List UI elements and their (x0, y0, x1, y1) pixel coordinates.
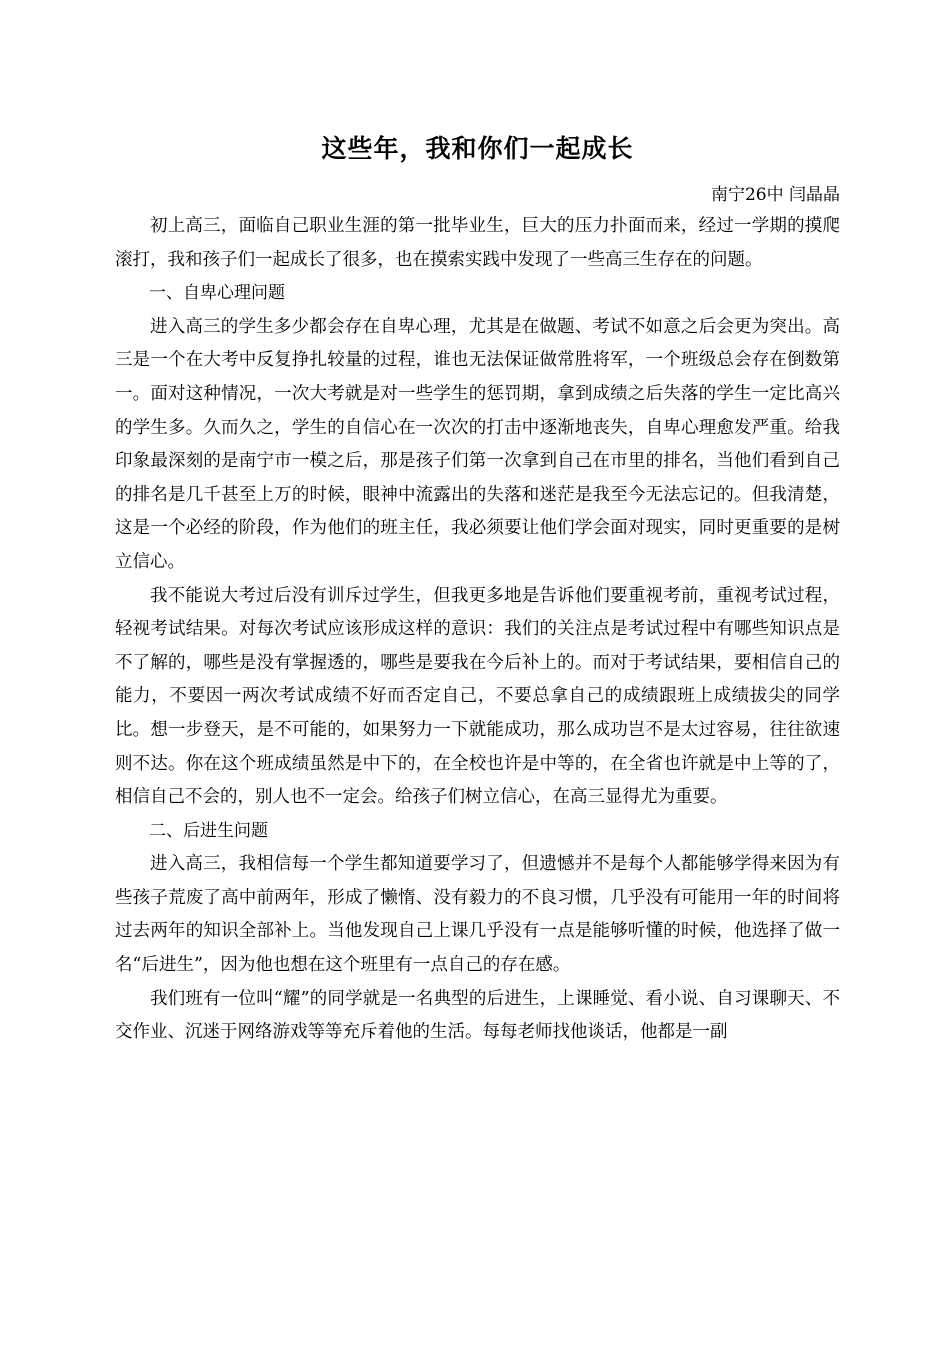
paragraph-intro: 初上高三，面临自己职业生涯的第一批毕业生，巨大的压力扑面而来，经过一学期的摸爬滚打，我和孩子们一起成长了很多，也在摸索实践中发现了一些高三生存在的问题。 (115, 216, 840, 270)
paragraph-1-1: 进入高三的学生多少都会存在自卑心理，尤其是在做题、考试不如意之后会更为突出。高三是一个在大考中反复挣扎较量的过程，谁也无法保证做常胜将军，一个班级总会存在倒数第一。面对这种情况，一次大考就是对一些学生的惩罚期，拿到成绩之后失落的学生一定比高兴的学生多。久而久之，学生的自信心在一次次的打击中逐渐地丧失，自卑心理愈发严重。给我印象最深刻的是南宁市一模之后，那是孩子们第一次拿到自己在市里的排名，当他们看到自己的排名是几千甚至上万的时候，眼神中流露出的失落和迷茫是我至今无法忘记的。但我清楚，这是一个必经的阶段，作为他们的班主任，我必须要让他们学会面对现实，同时更重要的是树立信心。 (115, 316, 840, 572)
document-title: 这些年，我和你们一起成长 (321, 134, 634, 163)
paragraph-1-2: 我不能说大考过后没有训斥过学生，但我更多地是告诉他们要重视考前，重视考试过程，轻视考试结果。对每次考试应该形成这样的意识：我们的关注点是考试过程中有哪些知识点是不了解的，哪些是没有掌握透的，哪些是要我在今后补上的。而对于考试结果，要相信自己的能力，不要因一两次考试成绩不好而否定自己，不要总拿自己的成绩跟班上成绩拔尖的同学比。想一步登天，是不可能的，如果努力一下就能成功，那么成功岂不是太过容易，往往欲速则不达。你在这个班成绩虽然是中下的，在全校也许是中等的，在全省也许就是中上等的了，相信自己不会的，别人也不一定会。给孩子们树立信心，在高三显得尤为重要。 (115, 585, 840, 808)
author-line: 南宁26中 闫晶晶 (710, 185, 840, 205)
paragraph-2-2: 我们班有一位叫“耀”的同学就是一名典型的后进生，上课睡觉、看小说、自习课聊天、不交作业、沉迷于网络游戏等等充斥着他的生活。每每老师找他谈话，他都是一副 (115, 988, 840, 1043)
document-page (115, 128, 840, 1050)
paragraph-2-1: 进入高三，我相信每一个学生都知道要学习了，但遗憾并不是每个人都能够学得来因为有些孩子荒废了高中前两年，形成了懒惰、没有毅力的不良习惯，几乎没有可能用一年的时间将过去两年的知识全部补上。当他发现自己上课几乎没有一点是能够听懂的时候，他选择了做一名“后进生”，因为他也想在这个班里有一点自己的存在感。 (115, 854, 840, 976)
section-heading-1: 一、自卑心理问题 (149, 283, 285, 304)
section-heading-2: 二、后进生问题 (149, 820, 268, 841)
